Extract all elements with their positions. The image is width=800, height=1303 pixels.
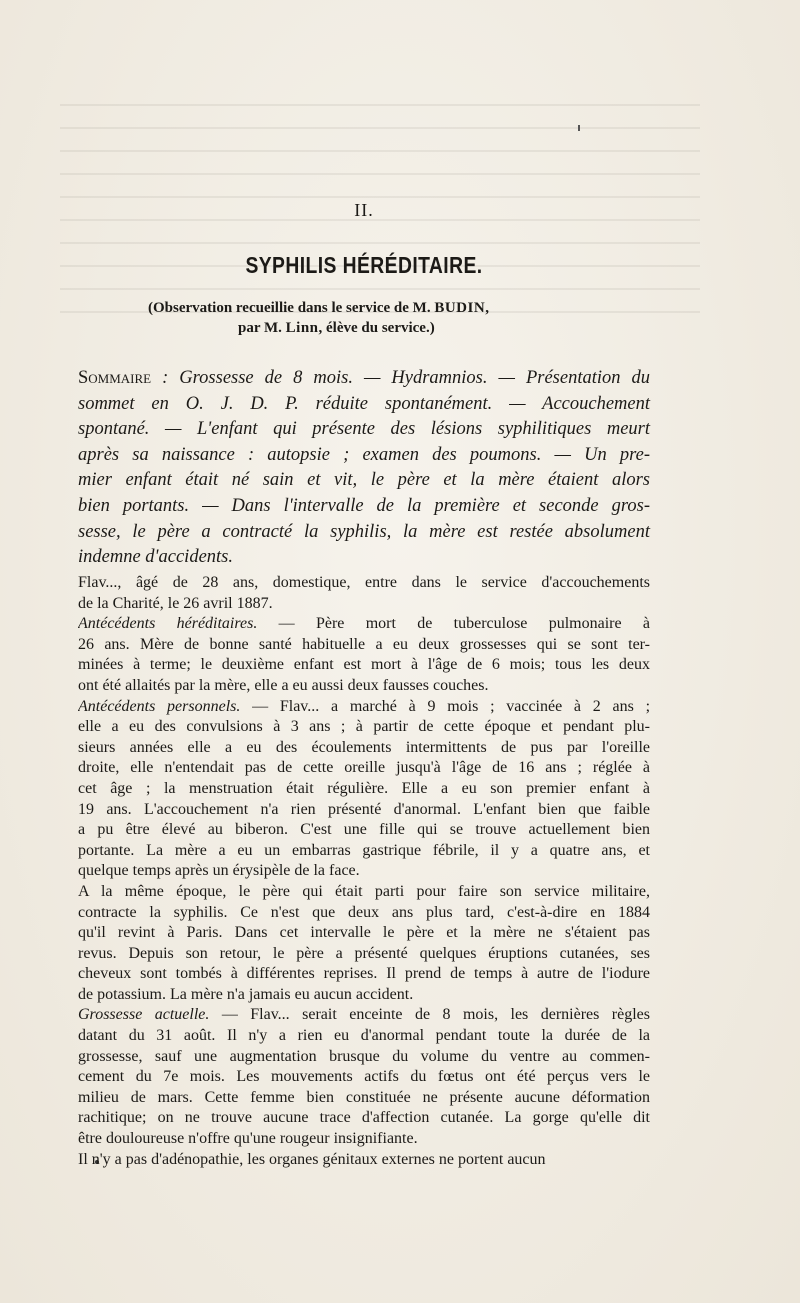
summary-text: après sa naissance : autopsie ; examen des poumons. — Un pre- — [78, 444, 650, 465]
body-line-text: quelque temps après un érysipèle de la face. — [78, 862, 360, 880]
summary-text: spontané. — L'enfant qui présente des lésions syphilitiques meurt — [78, 419, 650, 440]
body-line-text: cement du 7e mois. Les mouvements actifs du fœtus ont été perçus vers le — [78, 1068, 650, 1086]
body-line — [78, 861, 650, 882]
body-line-text: qu'il revint à Paris. Dans cet intervalle le père et la mère ne s'étaient pas — [78, 924, 650, 942]
subheading: Antécédents héréditaires. — [78, 615, 258, 633]
body-line: Antécédents personnels. — Flav... a marché à 9 mois ; vaccinée à 2 ans ; — [78, 697, 650, 715]
body-line — [78, 1088, 650, 1109]
summary-text: sesse, le père a contracté la syphilis, la mère est restée absolument — [78, 521, 650, 542]
body-line — [78, 738, 650, 759]
body-line-text: droite, elle n'entendait pas de cette oreille jusqu'à l'âge de 16 ans ; réglée à — [78, 759, 650, 777]
body-line — [78, 573, 650, 594]
body-line: Grossesse actuelle. — Flav... serait enceinte de 8 mois, les dernières règles — [78, 1006, 650, 1024]
body-line-text: Flav..., âgé de 28 ans, domestique, entre dans le service d'accouchements — [78, 574, 650, 591]
summary-label: Sommaire — [78, 368, 152, 388]
body-line-text: cheveux sont tombés à différentes reprises. Il prend de temps à autre de l'iodure — [78, 965, 650, 983]
body-line-text: rachitique; on ne trouve aucune trace d'affection cutanée. La gorge qu'elle dit — [78, 1109, 650, 1127]
body-line-text: revus. Depuis son retour, le père a présenté quelques éruptions cutanées, ses — [78, 944, 650, 962]
body-line — [78, 1108, 650, 1129]
body-line — [78, 800, 650, 821]
body-line-text: de potassium. La mère n'a jamais eu aucun accident. — [78, 985, 414, 1003]
body-line — [78, 923, 650, 944]
summary-text: bien portants. — Dans l'intervalle de la première et seconde gros- — [78, 495, 650, 516]
summary-line — [78, 520, 650, 546]
body-line — [78, 1129, 650, 1150]
body-text — [78, 573, 650, 1170]
body-line — [78, 964, 650, 985]
body-line — [78, 903, 650, 924]
section-title: SYPHILIS HÉRÉDITAIRE. — [245, 252, 483, 278]
summary-block — [78, 366, 650, 571]
summary-line — [78, 443, 650, 469]
student-name: Linn — [285, 320, 319, 336]
body-line — [78, 841, 650, 862]
body-line-text: 26 ans. Mère de bonne santé habituelle a eu deux grossesses qui se sont ter- — [78, 635, 650, 653]
body-line-text: contracte la syphilis. Ce n'est que deux ans plus tard, c'est-à-dire en 1884 — [78, 903, 650, 921]
body-line — [78, 635, 650, 656]
body-line — [78, 655, 650, 676]
body-line — [78, 985, 650, 1006]
body-line — [78, 1047, 650, 1068]
observation-line-2 — [238, 320, 435, 337]
body-line — [78, 882, 650, 903]
body-line-text: cet âge ; la menstruation était régulière. Elle a eu son premier enfant à — [78, 779, 650, 797]
section-numeral: II. — [354, 200, 374, 220]
body-line — [78, 779, 650, 800]
body-line-text: milieu de mars. Cette femme bien constituée ne présente aucune déformation — [78, 1088, 650, 1106]
body-line — [78, 1026, 650, 1047]
summary-line — [78, 545, 650, 571]
observation-text: , élève du service.) — [318, 320, 435, 336]
author-name: BUDIN — [434, 300, 486, 316]
body-line-text: a pu être élevé au biberon. C'est une fille qui se trouve actuellement bien — [78, 821, 650, 839]
body-line — [78, 717, 650, 738]
summary-line — [78, 468, 650, 494]
body-line — [78, 758, 650, 779]
ink-mark — [578, 125, 580, 131]
body-line-text: 19 ans. L'accouchement n'a rien présenté d'anormal. L'enfant bien que faible — [78, 800, 650, 818]
summary-text: sommet en O. J. D. P. réduite spontanément. — Accouchement — [78, 393, 650, 414]
body-line-text: portante. La mère a eu un embarras gastrique fébrile, il y a quatre ans, et — [78, 841, 650, 859]
body-line: Antécédents héréditaires. — Père mort de tuberculose pulmonaire à — [78, 615, 650, 633]
subheading: Antécédents personnels. — [78, 697, 241, 715]
observation-text: (Observation recueillie dans le service de M. — [148, 300, 435, 316]
body-line — [78, 944, 650, 965]
summary-text: indemne d'accidents. — [78, 547, 233, 568]
observation-line-1 — [148, 300, 489, 317]
summary-text: mier enfant était né sain et vit, le père et la mère étaient alors — [78, 470, 650, 491]
body-line-text: de la Charité, le 26 avril 1887. — [78, 594, 273, 612]
body-line — [78, 594, 650, 615]
body-line — [78, 676, 650, 697]
body-line-text: sieurs années elle a eu des écoulements intermittents de pus par l'oreille — [78, 738, 650, 756]
body-line — [78, 1150, 650, 1171]
body-line-text: A la même époque, le père qui était parti pour faire son service militaire, — [78, 882, 650, 900]
summary-text: : Grossesse de 8 mois. — Hydramnios. — Présentation du — [151, 368, 650, 388]
summary-line — [78, 494, 650, 520]
body-line-text: être douloureuse n'offre qu'une rougeur insignifiante. — [78, 1130, 418, 1148]
body-line-text: minées à terme; le deuxième enfant est mort à l'âge de 6 mois; tous les deux — [78, 656, 650, 674]
body-line — [78, 1067, 650, 1088]
summary-line — [78, 392, 650, 418]
summary-line — [78, 366, 650, 392]
summary-line — [78, 417, 650, 443]
body-line-text: datant du 31 août. Il n'y a rien eu d'anormal pendant toute la durée de la — [78, 1027, 650, 1045]
observation-text: , — [485, 300, 489, 316]
body-line — [78, 820, 650, 841]
body-line-text: elle a eu des convulsions à 3 ans ; à partir de cette époque et pendant plu- — [78, 718, 650, 736]
body-line-text: grossesse, sauf une augmentation brusque du volume du ventre au commen- — [78, 1047, 650, 1065]
body-line-text: ont été allaités par la mère, elle a eu aussi deux fausses couches. — [78, 676, 489, 694]
subheading: Grossesse actuelle. — [78, 1006, 210, 1024]
observation-text: par M. — [238, 320, 286, 336]
body-line-text: Il n'y a pas d'adénopathie, les organes génitaux externes ne portent aucun — [78, 1150, 546, 1168]
